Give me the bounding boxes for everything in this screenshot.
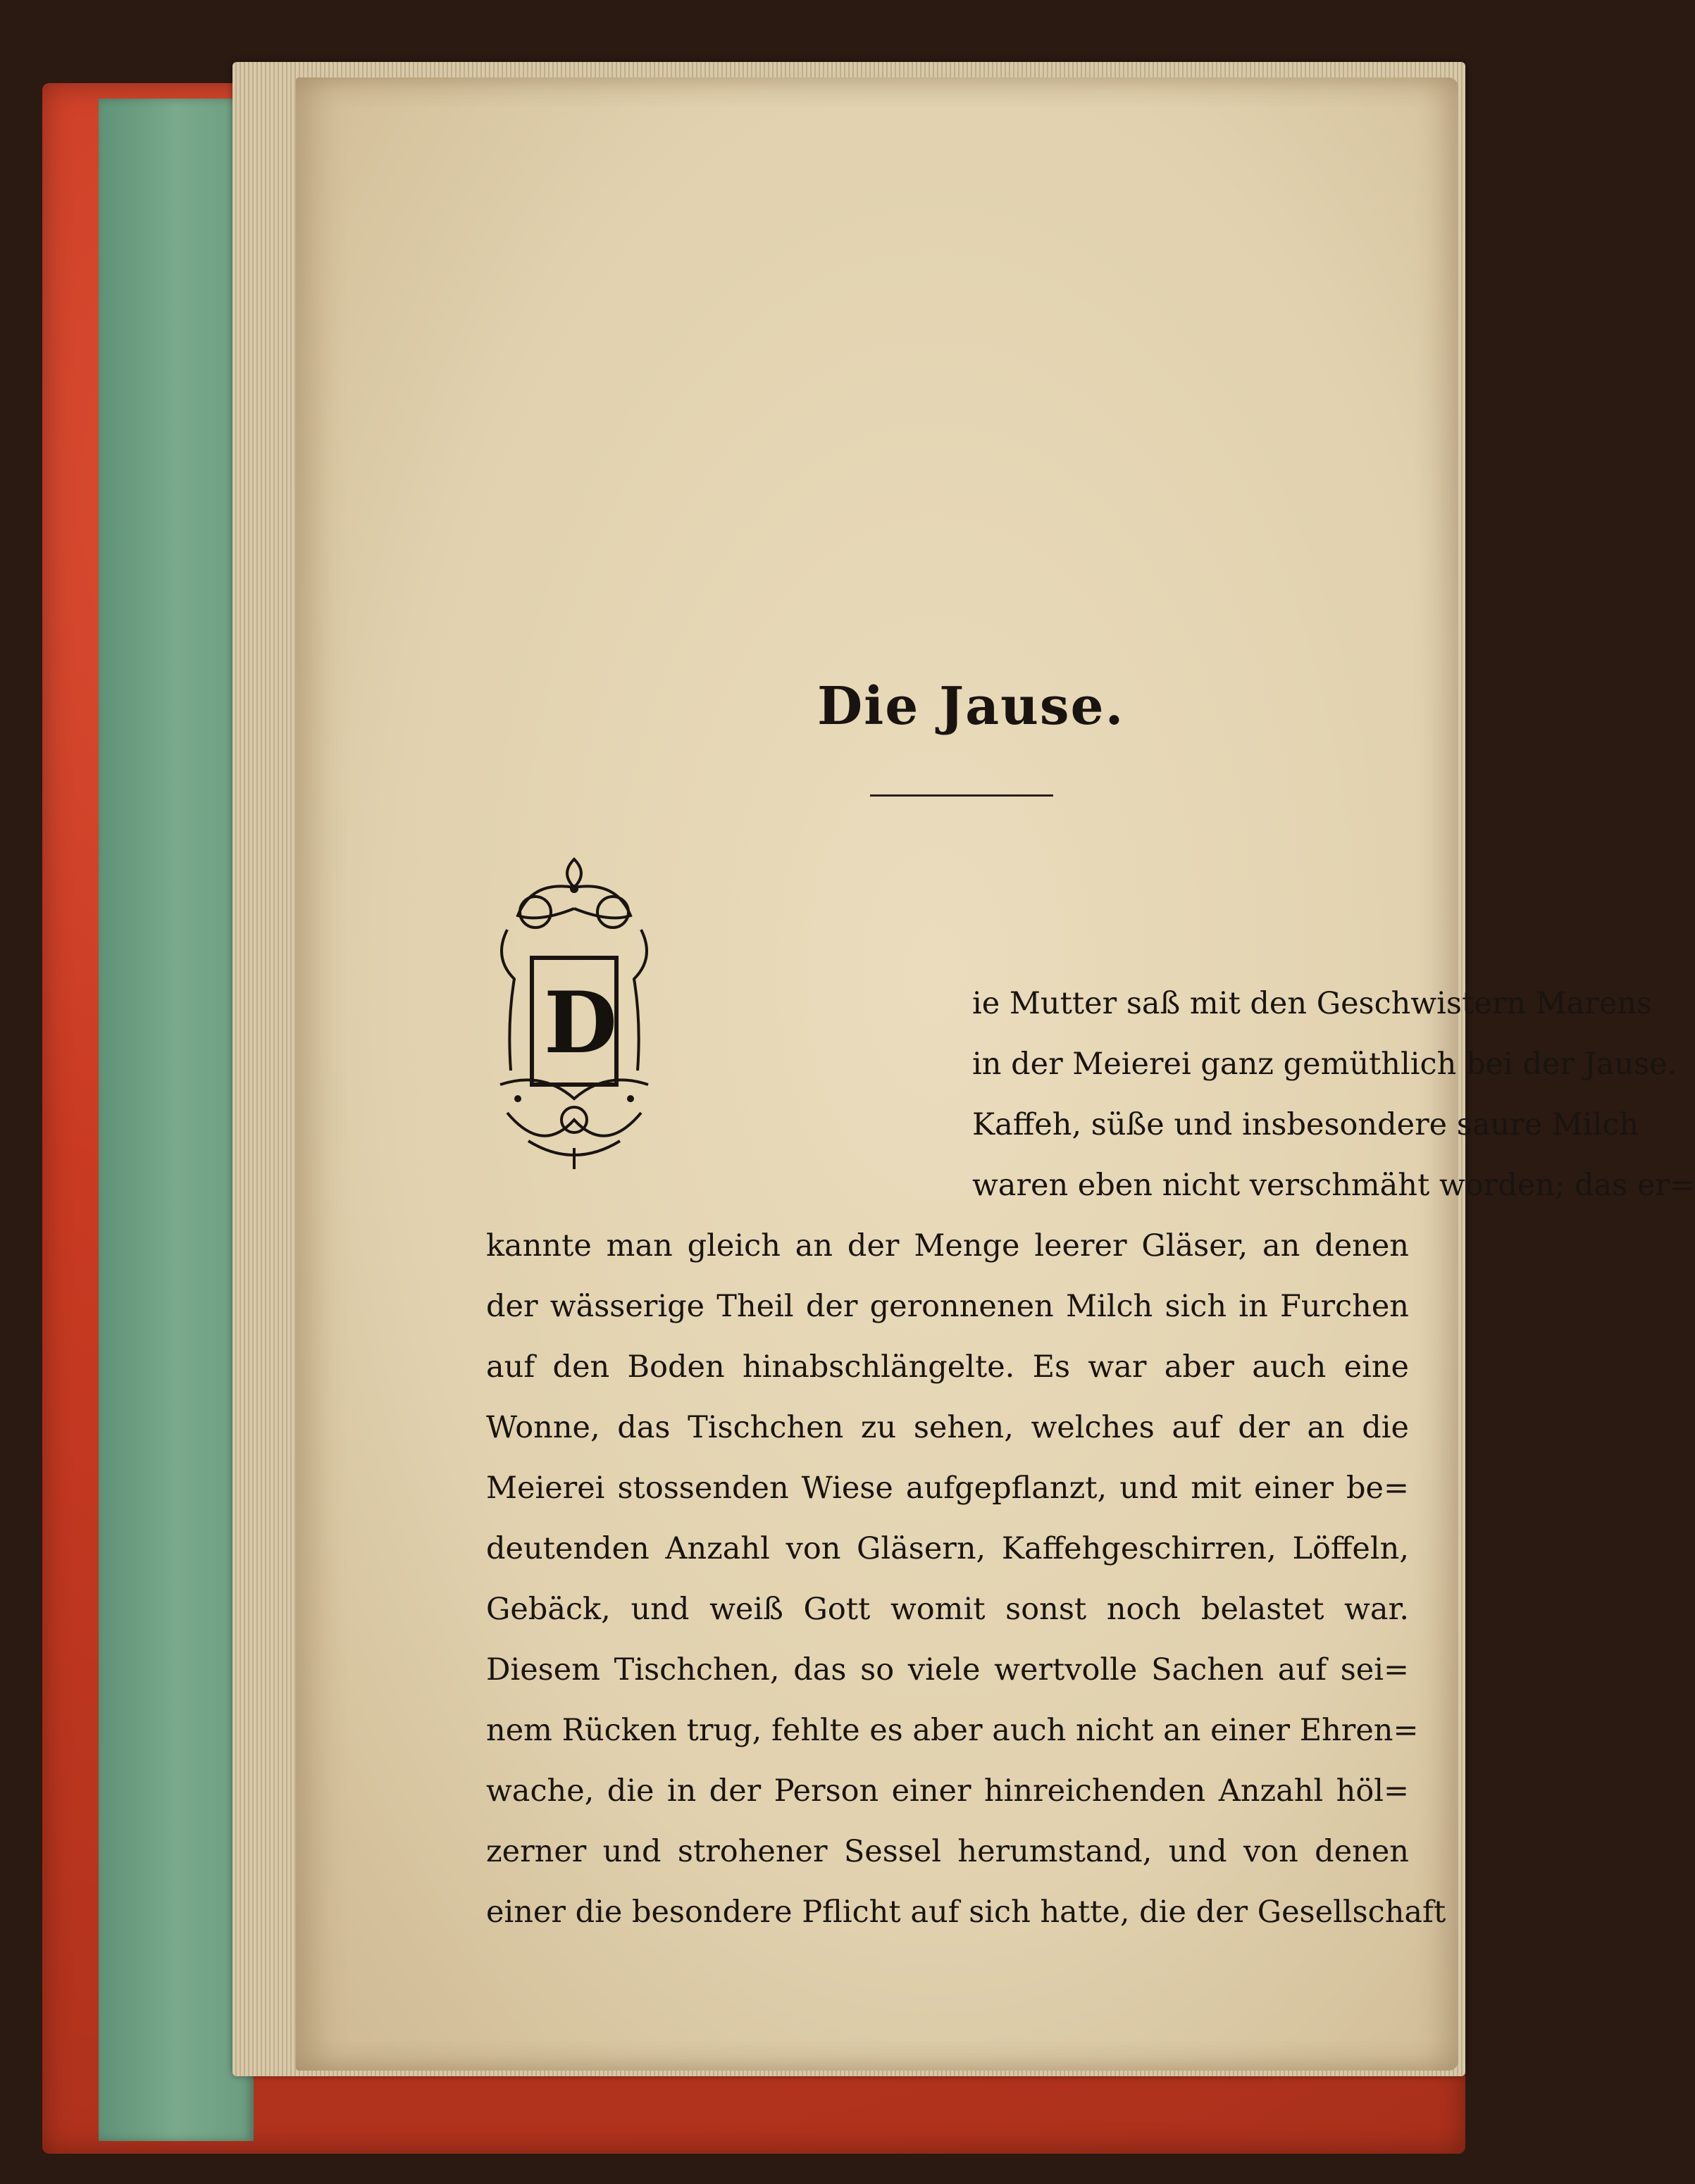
text-line: ie Mutter saß mit den Geschwistern Marens [972, 986, 1653, 1021]
title-rule [870, 794, 1053, 797]
body-text [486, 973, 1695, 1942]
text-line: Meierei stossenden Wiese aufgepflanzt, und mit einer be= [486, 1471, 1409, 1506]
text-line: Gebäck, und weiß Gott womit sonst noch belastet war. [486, 1592, 1409, 1627]
text-line: wache, die in der Person einer hinreichenden Anzahl höl= [486, 1773, 1409, 1809]
drop-cap-letter: D [544, 973, 618, 1073]
text-line: auf den Boden hinabschlängelte. Es war aber auch eine [486, 1349, 1409, 1385]
text-line: deutenden Anzahl von Gläsern, Kaffehgeschirren, Löffeln, [486, 1531, 1409, 1566]
text-line: Wonne, das Tischchen zu sehen, welches auf der an die [486, 1410, 1409, 1445]
text-line: zerner und strohener Sessel herumstand, und von denen [486, 1834, 1409, 1869]
book-page [296, 77, 1695, 2071]
text-line: Diesem Tischchen, das so viele wertvolle Sachen auf sei= [486, 1652, 1409, 1687]
text-line: der wässerige Theil der geronnenen Milch sich in Furchen [486, 1289, 1409, 1324]
text-line: Kaffeh, süße und insbesondere saure Milch [972, 1107, 1639, 1142]
text-line: einer die besondere Pflicht auf sich hatte, die der Gesellschaft [486, 1895, 1446, 1930]
text-line: nem Rücken trug, fehlte es aber auch nicht an einer Ehren= [486, 1713, 1419, 1748]
text-line: waren eben nicht verschmäht worden; das er= [972, 1168, 1695, 1203]
text-line: kannte man gleich an der Menge leerer Gläser, an denen [486, 1228, 1409, 1263]
text-line: in der Meierei ganz gemüthlich bei der Jause. [972, 1047, 1677, 1082]
green-endpaper [99, 99, 254, 2141]
chapter-title: Die Jause. [817, 676, 1125, 737]
